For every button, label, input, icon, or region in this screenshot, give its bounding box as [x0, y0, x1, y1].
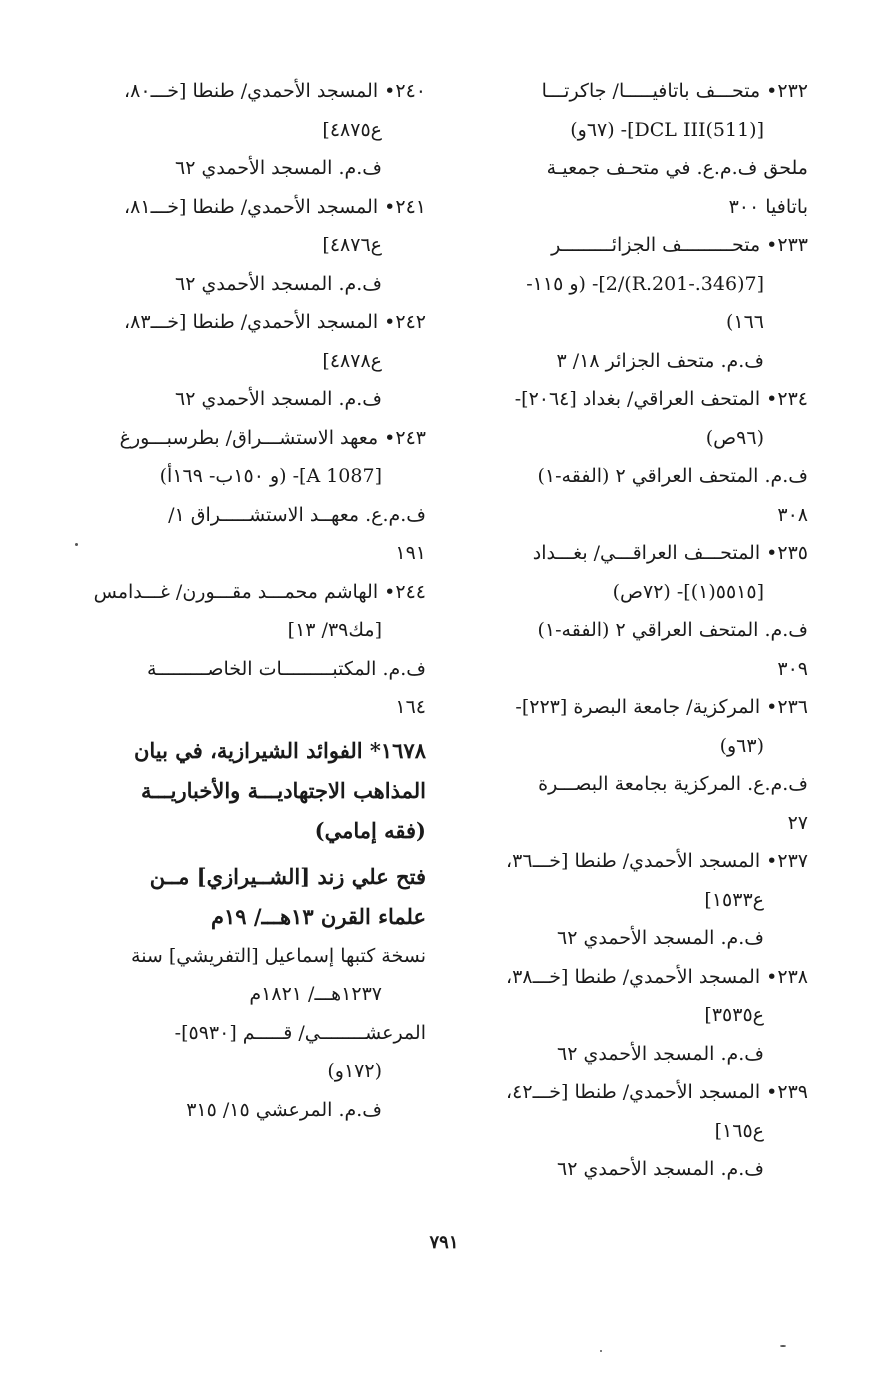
- right-column: [456, 72, 808, 1189]
- entry-1678-copy-note: نسخة كتبها إسماعيل [التفريشي] سنة: [131, 944, 426, 967]
- entry-reference: ف.م. المسجد الأحمدي ٦٢: [556, 1042, 764, 1065]
- entry-reference: ف.م. المسجد الأحمدي ٦٢: [556, 1158, 764, 1180]
- entry-236: [456, 688, 808, 842]
- scan-speck: [75, 543, 78, 546]
- entry-heading: ٢٤٢• المسجد الأحمدي/ طنطا [خـــ٨٣،: [124, 311, 426, 333]
- entry-shelfmark: [مك٣٩/ ١٣]: [287, 619, 382, 641]
- entry-heading: ٢٣٧• المسجد الأحمدي/ طنطا [خـــ٣٦،: [506, 850, 808, 872]
- entry-239: [456, 1073, 808, 1189]
- entry-237: [456, 842, 808, 958]
- entry-shelfmark: ع١٥٣٣]: [704, 888, 764, 911]
- entry-shelfmark-cont: ١٦٦): [725, 311, 764, 333]
- entry-244: [74, 573, 426, 727]
- scan-speck: [780, 1345, 786, 1347]
- entry-heading: ٢٣٦• المركزية/ جامعة البصرة [٢٢٣]-: [515, 696, 808, 718]
- entry-1678-title-cont: المذاهب الاجتهاديـــة والأخباريـــة: [140, 777, 426, 803]
- entry-reference: ف.م. المتحف العراقي ٢ (الفقه-١): [537, 465, 808, 487]
- entry-reference: ف.م.ع. المركزية بجامعة البصـــرة: [538, 773, 808, 795]
- scan-speck: [600, 1350, 602, 1352]
- entry-shelfmark: [7(346.-R.201)/2]- (و ١١٥-: [526, 272, 764, 295]
- entry-shelfmark: ع٤٨٧٥]: [322, 118, 382, 141]
- entry-238: [456, 958, 808, 1074]
- entry-heading: ٢٣٢• متحـــف باتافيـــــا/ جاكرتـــا: [541, 80, 808, 102]
- entry-shelfmark: ع٤٨٧٨]: [322, 349, 382, 372]
- entry-reference: ف.م. المكتبـــــــــات الخاصـــــــــة: [147, 657, 426, 680]
- entry-heading: ٢٣٤• المتحف العراقي/ بغداد [٢٠٦٤]-: [514, 388, 808, 410]
- entry-234: [456, 380, 808, 534]
- entry-reference-cont: ٢٧: [787, 811, 808, 834]
- left-column: [74, 72, 426, 1129]
- entry-reference: ف.م. المسجد الأحمدي ٦٢: [556, 927, 764, 949]
- entry-heading: ٢٣٨• المسجد الأحمدي/ طنطا [خـــ٣٨،: [506, 965, 808, 988]
- entry-shelfmark: [(511)DCL III]- (٦٧و): [570, 118, 764, 141]
- entry-heading: ٢٣٣• متحـــــــــف الجزائـــــــــر: [551, 234, 808, 256]
- entry-shelfmark: [A 1087]- (و ١٥٠ب- ١٦٩أ): [159, 465, 382, 487]
- entry-heading: ٢٣٩• المسجد الأحمدي/ طنطا [خـــ٤٢،: [506, 1081, 808, 1103]
- entry-reference-cont: باتافيا ٣٠٠: [728, 195, 808, 218]
- entry-1678-heading: [74, 731, 426, 937]
- entry-reference-cont: ١٩١: [395, 542, 426, 564]
- entry-reference-cont: ٣٠٩: [777, 657, 808, 680]
- entry-heading: ٢٤٣• معهد الاستشـــراق/ بطرسبـــورغ: [119, 426, 426, 449]
- entry-reference: ف.م. متحف الجزائر ١٨/ ٣: [556, 349, 764, 372]
- entry-shelfmark: ع٤٨٧٦]: [322, 234, 382, 256]
- entry-240: [74, 72, 426, 188]
- entry-232: [456, 72, 808, 226]
- entry-1678-author-cont: علماء القرن ١٣هـــ/ ١٩م: [210, 903, 426, 929]
- entry-235: [456, 534, 808, 688]
- entry-1678-copy-note-cont: ١٢٣٧هـــ/ ١٨٢١م: [249, 983, 382, 1005]
- entry-1678-body: [74, 937, 426, 1130]
- entry-reference-cont: ١٦٤: [395, 696, 426, 718]
- entry-241: [74, 188, 426, 304]
- entry-243: [74, 419, 426, 573]
- page-number: ٧٩١: [429, 1232, 459, 1253]
- entry-heading: ٢٣٥• المتحـــف العراقـــي/ بغـــداد: [532, 542, 808, 564]
- entry-1678-shelfmark: (١٧٢و): [327, 1060, 382, 1082]
- entry-heading: ٢٤٤• الهاشم محمـــد مقـــورن/ غـــدامس: [93, 580, 426, 603]
- entry-shelfmark: (٦٣و): [719, 734, 764, 757]
- entry-heading: ٢٤٠• المسجد الأحمدي/ طنطا [خـــ٨٠،: [124, 80, 426, 102]
- entry-reference-cont: ٣٠٨: [777, 503, 808, 526]
- entry-shelfmark: (٩٦ص): [705, 426, 764, 449]
- entry-shelfmark: [٥٥١٥(١)]- (٧٢ص): [612, 580, 764, 603]
- entry-reference: ف.م. المسجد الأحمدي ٦٢: [174, 272, 382, 295]
- entry-1678-title: ١٦٧٨* الفوائد الشيرازية، في بيان: [133, 737, 426, 763]
- entry-reference: ملحق ف.م.ع. في متحـف جمعيـة: [546, 157, 808, 179]
- entry-shelfmark: ع١٦٥]: [714, 1119, 764, 1142]
- entry-reference: ف.م. المسجد الأحمدي ٦٢: [174, 388, 382, 410]
- entry-reference: ف.م.ع. معهــد الاستشـــــراق ١/: [168, 503, 426, 526]
- entry-1678-location: المرعشــــــــي/ قـــــم [٥٩٣٠]-: [174, 1021, 426, 1044]
- entry-1678-author: فتح علي زند [الشــيرازي] مــن: [149, 863, 426, 889]
- entry-1678-reference: ف.م. المرعشي ١٥/ ٣١٥: [186, 1098, 382, 1121]
- entry-242: [74, 303, 426, 419]
- entry-reference: ف.م. المتحف العراقي ٢ (الفقه-١): [537, 619, 808, 641]
- entry-shelfmark: ع٣٥٣٥]: [704, 1004, 764, 1026]
- entry-233: [456, 226, 808, 380]
- entry-reference: ف.م. المسجد الأحمدي ٦٢: [174, 157, 382, 179]
- entry-1678-subject: (فقه إمامي): [314, 817, 426, 843]
- entry-heading: ٢٤١• المسجد الأحمدي/ طنطا [خـــ٨١،: [124, 195, 426, 218]
